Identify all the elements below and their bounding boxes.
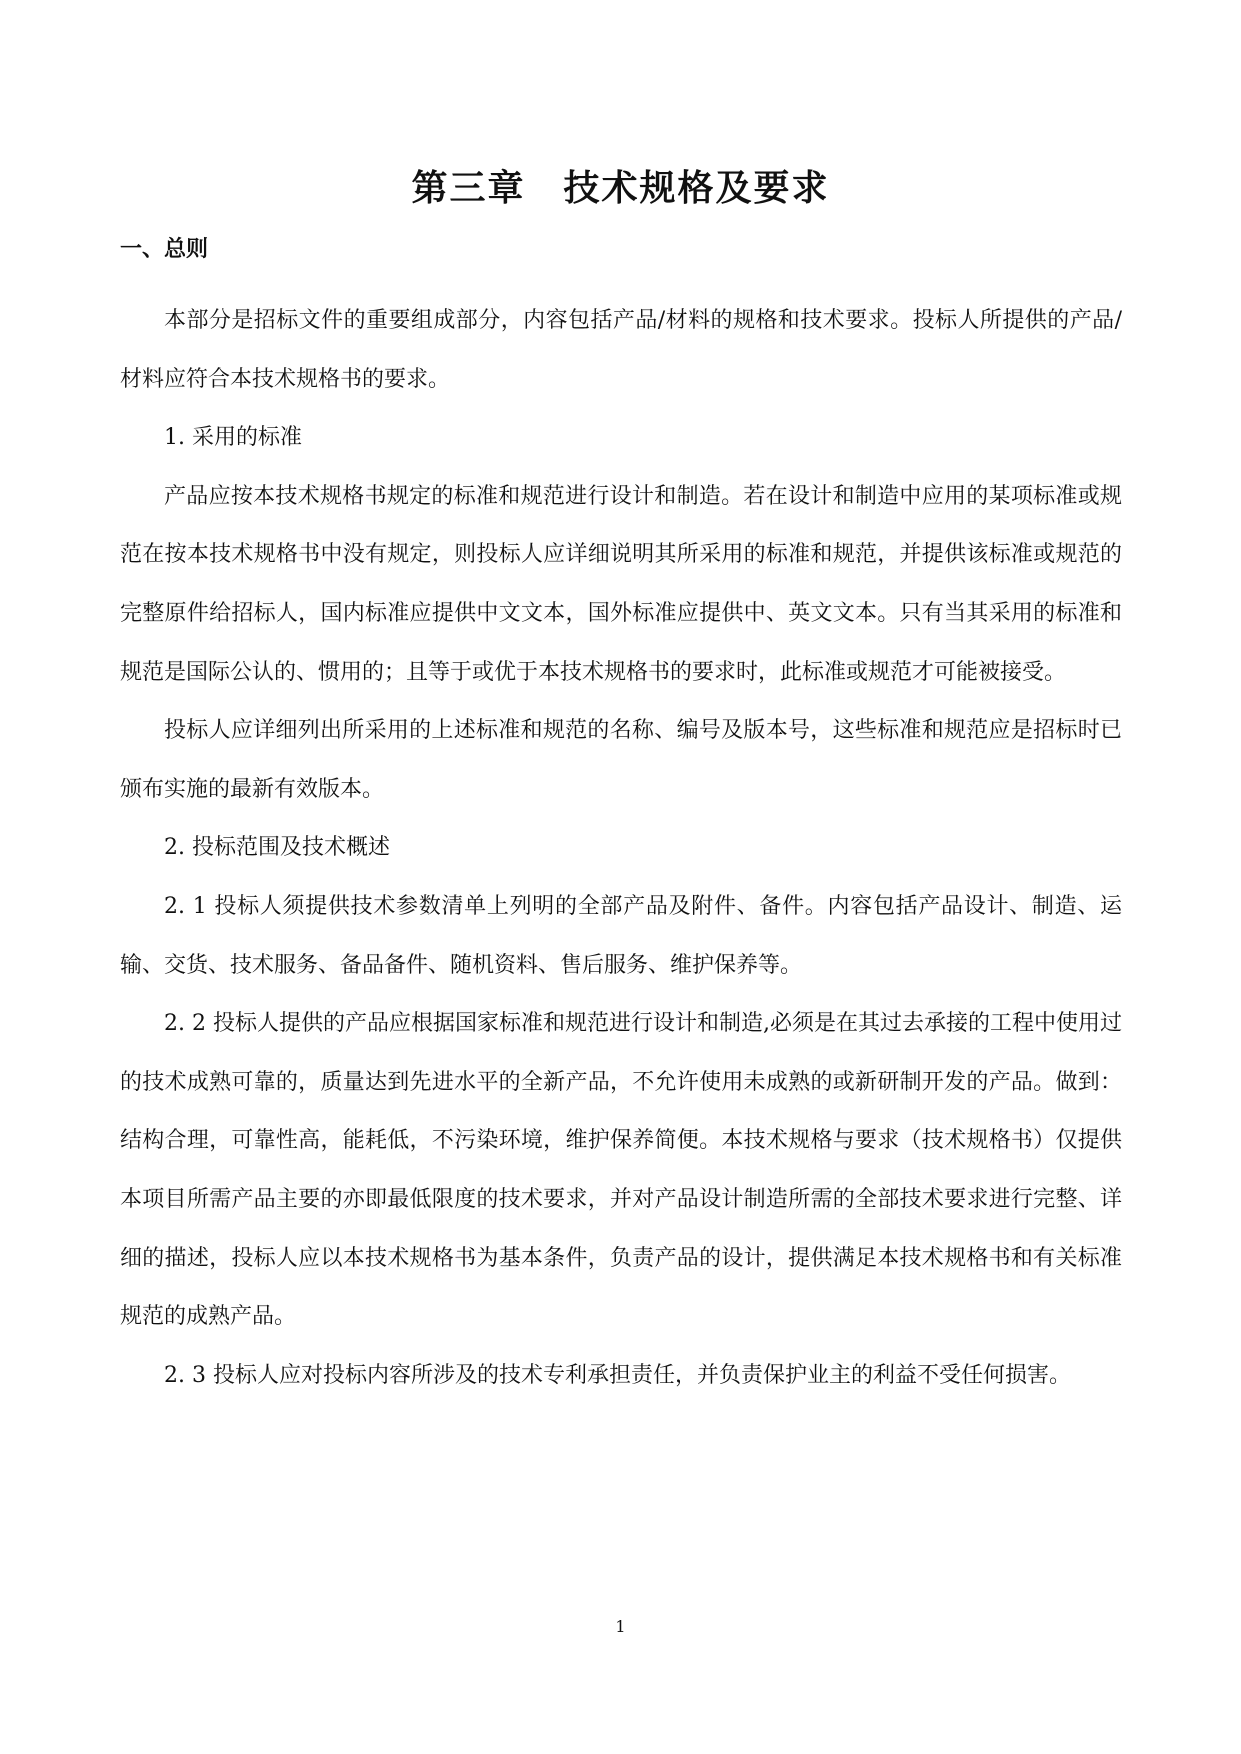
body-text [120, 292, 1122, 1405]
paragraph-2-1: 2. 1 投标人须提供技术参数清单上列明的全部产品及附件、备件。内容包括产品设计、制造、运输、交货、技术服务、备品备件、随机资料、售后服务、维护保养等。 [120, 893, 1122, 978]
paragraph-intro: 本部分是招标文件的重要组成部分，内容包括产品/材料的规格和技术要求。投标人所提供的产品/材料应符合本技术规格书的要求。 [120, 308, 1122, 392]
paragraph-2-2: 2. 2 投标人提供的产品应根据国家标准和规范进行设计和制造,必须是在其过去承接的工程中使用过的技术成熟可靠的，质量达到先进水平的全新产品，不允许使用未成熟的或新研制开发的产品。做到：结构合理，可靠性高，能耗低，不污染环境，维护保养简便。本技术规格与要求（技术规格书）仅提供本项目所需产品主要的亦即最低限度的技术要求，并对产品设计制造所需的全部技术要求进行完整、详细的描述，投标人应以本技术规格书为基本条件，负责产品的设计，提供满足本技术规格书和有关标准规范的成熟产品。 [120, 1011, 1122, 1330]
subheading-standards: 1. 采用的标准 [164, 425, 302, 451]
paragraph-2-3: 2. 3 投标人应对投标内容所涉及的技术专利承担责任，并负责保护业主的利益不受任何损害。 [164, 1362, 1071, 1388]
subheading-scope: 2. 投标范围及技术概述 [164, 835, 390, 861]
page-number: 1 [615, 1617, 626, 1636]
section-heading: 一、总则 [120, 237, 209, 262]
paragraph-standards-list: 投标人应详细列出所采用的上述标准和规范的名称、编号及版本号，这些标准和规范应是招标时已颁布实施的最新有效版本。 [120, 718, 1122, 802]
chapter-title: 第三章 技术规格及要求 [411, 168, 830, 209]
paragraph-standards: 产品应按本技术规格书规定的标准和规范进行设计和制造。若在设计和制造中应用的某项标准或规范在按本技术规格书中没有规定，则投标人应详细说明其所采用的标准和规范，并提供该标准或规范的完整原件给招标人，国内标准应提供中文文本，国外标准应提供中、英文文本。只有当其采用的标准和规范是国际公认的、惯用的；且等于或优于本技术规格书的要求时，此标准或规范才可能被接受。 [120, 483, 1122, 685]
